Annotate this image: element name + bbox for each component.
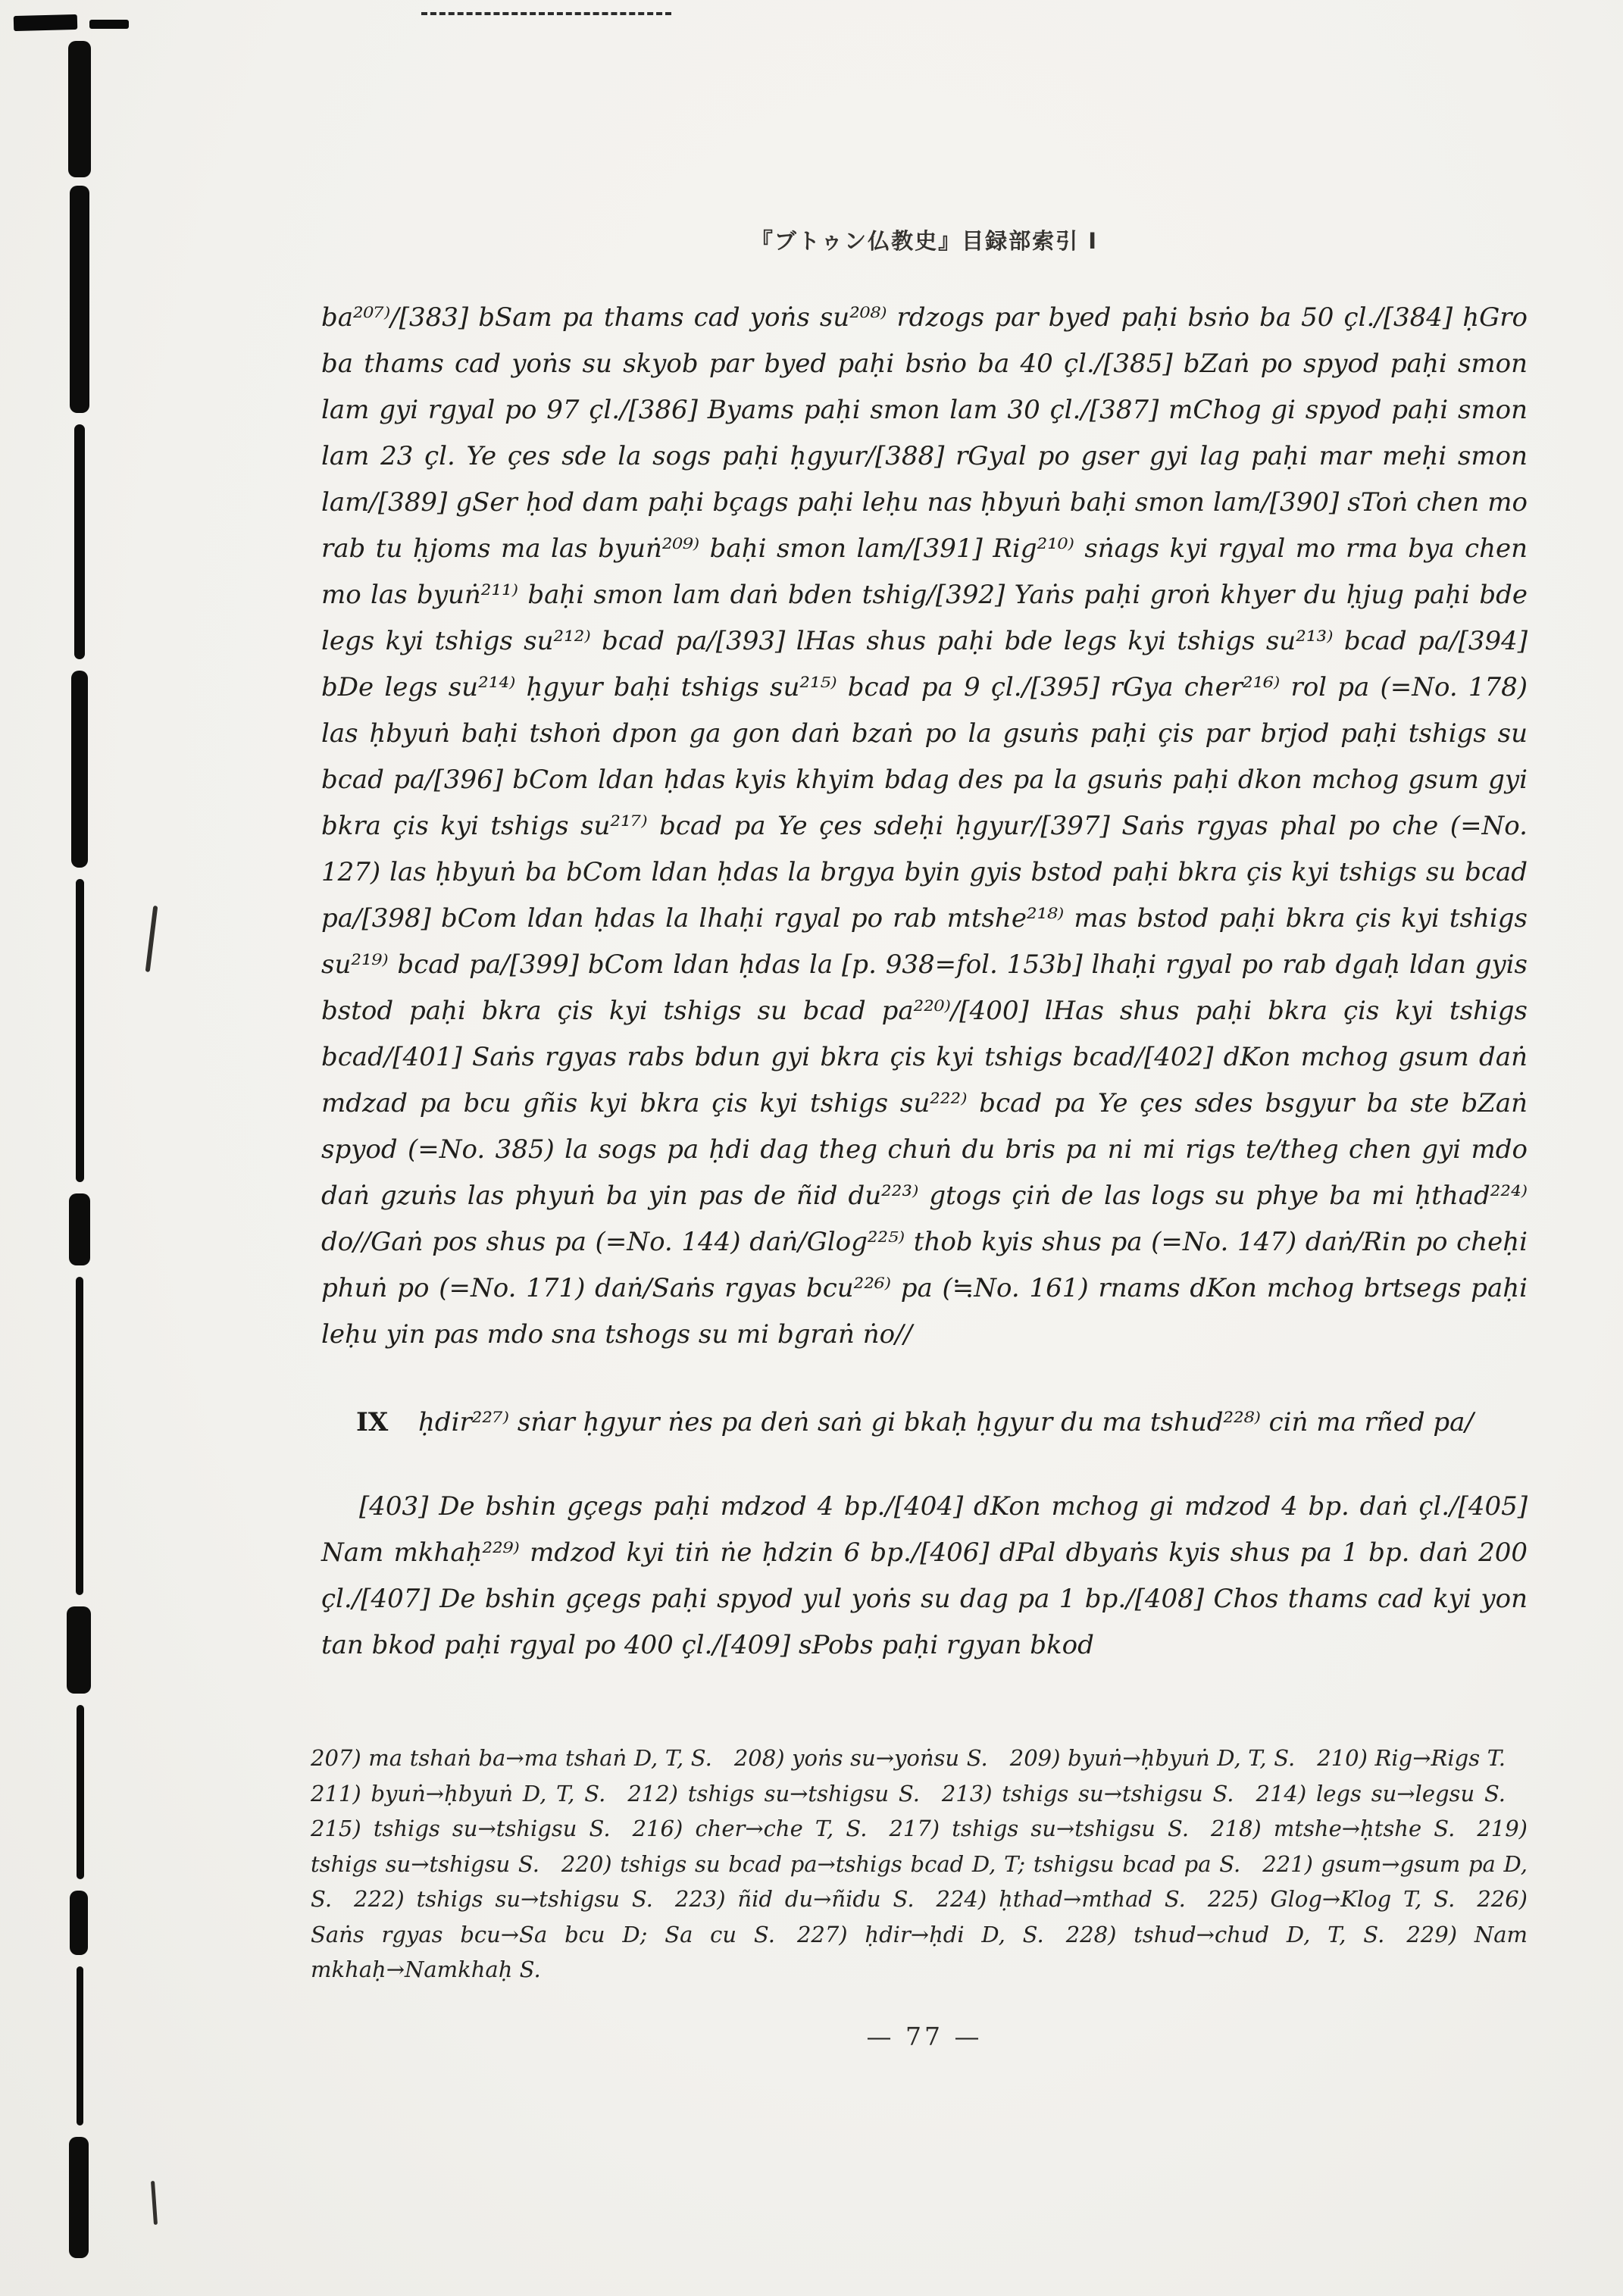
binding-mark	[77, 1705, 84, 1879]
page-header-title: 『ブトゥン仏教史』目録部索引 I	[750, 228, 1099, 254]
dashed-line	[421, 12, 671, 15]
binding-mark	[76, 1277, 83, 1595]
binding-mark	[68, 41, 91, 177]
binding-mark	[76, 879, 84, 1182]
footnotes-block: 207) ma tshaṅ ba→ma tshaṅ D, T, S. 208) yoṅs su→yoṅsu S. 209) byuṅ→ḥbyuṅ D, T, S. 210) Rig→Rigs T. 211) byuṅ→ḥbyuṅ D, T, S. 212) tshigs su→tshigsu S. 213) tshigs su→tshigsu S. 214) legs su→legsu S. 215) tshigs su→tshigsu S. 216) cher→che T, S. 217) tshigs su→tshigsu S. 218) mtshe→ḥtshe S. 219) tshigs su→tshigsu S. 220) tshigs su bcad pa→tshigs bcad D, T; tshigsu bcad pa S. 221) gsum→gsum pa D, S. 222) tshigs su→tshigsu S. 223) ñid du→ñidu S. 224) ḥthad→mthad S. 225) Glog→Klog T, S. 226) Saṅs rgyas bcu→Sa bcu D; Sa cu S. 227) ḥdir→ḥdi D, S. 228) tshud→chud D, T, S. 229) Nam mkhaḥ→Namkhaḥ S.	[311, 1745, 1528, 1982]
binding-mark	[70, 186, 89, 413]
registration-mark	[14, 14, 77, 31]
binding-mark	[70, 1891, 88, 1955]
registration-mark	[89, 20, 129, 29]
binding-mark	[69, 1193, 90, 1265]
section-ix	[321, 1400, 1528, 1446]
margin-mark	[151, 2181, 158, 2225]
binding-mark	[67, 1606, 91, 1694]
page-number: — 77 —	[866, 2021, 983, 2051]
section-ix-text: ḥdir²²⁷⁾ sṅar ḥgyur ṅes pa deṅ saṅ gi bkaḥ ḥgyur du ma tshud²²⁸⁾ ciṅ ma rñed pa/	[418, 1407, 1474, 1437]
binding-mark	[69, 2137, 89, 2258]
section-number-label: IX	[356, 1407, 389, 1437]
margin-mark	[145, 906, 158, 972]
text-column	[311, 224, 1528, 2051]
main-paragraph: ba²⁰⁷⁾/[383] bSam pa thams cad yoṅs su²⁰⁸⁾ rdzogs par byed paḥi bsṅo ba 50 çl./[384] ḥGro ba thams cad yoṅs su skyob par byed paḥi bsṅo ba 40 çl./[385] bZaṅ po spyod paḥi smon lam gyi rgyal po 97 çl./[386] Byams paḥi smon lam 30 çl./[387] mChog gi spyod paḥi smon lam 23 çl. Ye çes sde la sogs paḥi ḥgyur/[388] rGyal po gser gyi lag paḥi mar meḥi smon lam/[389] gSer ḥod dam paḥi bçags paḥi leḥu nas ḥbyuṅ baḥi smon lam/[390] sToṅ chen mo rab tu ḥjoms ma las byuṅ²⁰⁹⁾ baḥi smon lam/[391] Rig²¹⁰⁾ sṅags kyi rgyal mo rma bya chen mo las byuṅ²¹¹⁾ baḥi smon lam daṅ bden tshig/[392] Yaṅs paḥi groṅ khyer du ḥjug paḥi bde legs kyi tshigs su²¹²⁾ bcad pa/[393] lHas shus paḥi bde legs kyi tshigs su²¹³⁾ bcad pa/[394] bDe legs su²¹⁴⁾ ḥgyur baḥi tshigs su²¹⁵⁾ bcad pa 9 çl./[395] rGya cher²¹⁶⁾ rol pa (=No. 178) las ḥbyuṅ baḥi tshoṅ dpon ga gon daṅ bzaṅ po la gsuṅs paḥi çis par brjod paḥi tshigs su bcad pa/[396] bCom ldan ḥdas kyis khyim bdag des pa la gsuṅs paḥi dkon mchog gsum gyi bkra çis kyi tshigs su²¹⁷⁾ bcad pa Ye çes sdeḥi ḥgyur/[397] Saṅs rgyas phal po che (=No. 127) las ḥbyuṅ ba bCom ldan ḥdas la brgya byin gyis bstod paḥi bkra çis kyi tshigs su bcad pa/[398] bCom ldan ḥdas la lhaḥi rgyal po rab mtshe²¹⁸⁾ mas bstod paḥi bkra çis kyi tshigs su²¹⁹⁾ bcad pa/[399] bCom ldan ḥdas la [p. 938=fol. 153b] lhaḥi rgyal po rab dgaḥ ldan gyis bstod paḥi bkra çis kyi tshigs su bcad pa²²⁰⁾/[400] lHas shus paḥi bkra çis kyi tshigs bcad/[401] Saṅs rgyas rabs bdun gyi bkra çis kyi tshigs bcad/[402] dKon mchog gsum daṅ mdzad pa bcu gñis kyi bkra çis kyi tshigs su²²²⁾ bcad pa Ye çes sdes bsgyur ba ste bZaṅ spyod (=No. 385) la sogs pa ḥdi dag theg chuṅ du bris pa ni mi rigs te/theg chen gyi mdo daṅ gzuṅs las phyuṅ ba yin pas de ñid du²²³⁾ gtogs çiṅ de las logs su phye ba mi ḥthad²²⁴⁾ do//Gaṅ pos shus pa (=No. 144) daṅ/Glog²²⁵⁾ thob kyis shus pa (=No. 147) daṅ/Rin po cheḥi phuṅ po (=No. 171) daṅ/Saṅs rgyas bcu²²⁶⁾ pa (≒No. 161) rnams dKon mchog brtsegs paḥi leḥu yin pas mdo sna tshogs su mi bgraṅ ṅo//	[321, 302, 1528, 1350]
binding-mark	[77, 1966, 83, 2126]
binding-mark	[71, 671, 88, 868]
binding-edge	[65, 23, 99, 2273]
binding-mark	[74, 424, 85, 659]
entries-paragraph: [403] De bshin gçegs paḥi mdzod 4 bp./[404] dKon mchog gi mdzod 4 bp. daṅ çl./[405] Nam mkhaḥ²²⁹⁾ mdzod kyi tiṅ ṅe ḥdzin 6 bp./[406] dPal dbyaṅs kyis shus pa 1 bp. daṅ 200 çl./[407] De bshin gçegs paḥi spyod yul yoṅs su dag pa 1 bp./[408] Chos thams cad kyi yon tan bkod paḥi rgyal po 400 çl./[409] sPobs paḥi rgyan bkod	[321, 1491, 1528, 1660]
